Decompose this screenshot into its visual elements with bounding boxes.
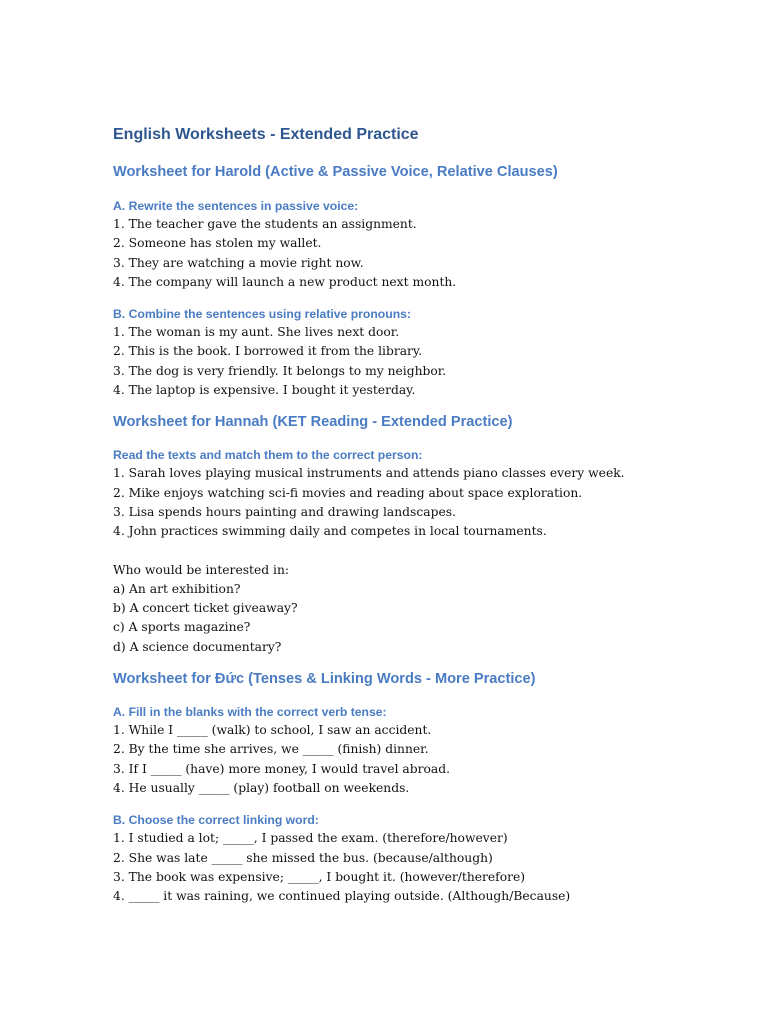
worksheet-heading-harold: Worksheet for Harold (Active & Passive Voice, Relative Clauses) bbox=[113, 164, 558, 180]
document-content bbox=[113, 124, 733, 906]
list-item: 2. Mike enjoys watching sci-fi movies and reading about space exploration. bbox=[113, 485, 583, 500]
list-item: 2. She was late _____ she missed the bus. (because/although) bbox=[113, 850, 493, 865]
list-item: 2. Someone has stolen my wallet. bbox=[113, 236, 322, 251]
option-item: c) A sports magazine? bbox=[113, 620, 251, 635]
list-item: 1. I studied a lot; _____, I passed the exam. (therefore/however) bbox=[113, 831, 508, 846]
worksheet-heading-hannah: Worksheet for Hannah (KET Reading - Extended Practice) bbox=[113, 414, 513, 431]
list-item: 4. He usually _____ (play) football on weekends. bbox=[113, 780, 410, 795]
exercise-list bbox=[113, 323, 733, 400]
list-item: 3. The book was expensive; _____, I bought it. (however/therefore) bbox=[113, 869, 526, 884]
list-item: 1. While I _____ (walk) to school, I saw an accident. bbox=[113, 723, 432, 738]
list-item: 3. The dog is very friendly. It belongs to my neighbor. bbox=[113, 363, 447, 378]
list-item: 2. This is the book. I borrowed it from the library. bbox=[113, 344, 423, 359]
question-prompt: Who would be interested in: bbox=[113, 562, 290, 577]
list-item: 3. Lisa spends hours painting and drawing landscapes. bbox=[113, 504, 456, 519]
list-item: 2. By the time she arrives, we _____ (finish) dinner. bbox=[113, 742, 429, 757]
list-item: 3. If I _____ (have) more money, I would travel abroad. bbox=[113, 761, 451, 776]
section-subheading: A. Fill in the blanks with the correct verb tense: bbox=[113, 705, 387, 720]
exercise-list bbox=[113, 721, 733, 798]
list-item: 1. The teacher gave the students an assignment. bbox=[113, 217, 417, 231]
option-item: a) An art exhibition? bbox=[113, 581, 241, 596]
exercise-list bbox=[113, 829, 733, 906]
exercise-list bbox=[113, 215, 733, 292]
option-item: b) A concert ticket giveaway? bbox=[113, 601, 298, 616]
list-item: 4. The company will launch a new product next month. bbox=[113, 274, 457, 289]
section-subheading: B. Choose the correct linking word: bbox=[113, 813, 319, 828]
list-item: 4. The laptop is expensive. I bought it yesterday. bbox=[113, 383, 416, 398]
list-item: 1. The woman is my aunt. She lives next door. bbox=[113, 325, 400, 340]
section-subheading: B. Combine the sentences using relative pronouns: bbox=[113, 307, 411, 322]
list-item: 4. _____ it was raining, we continued playing outside. (Although/Because) bbox=[113, 889, 571, 904]
list-item: 3. They are watching a movie right now. bbox=[113, 255, 364, 270]
list-item: 1. Sarah loves playing musical instruments and attends piano classes every week. bbox=[113, 466, 625, 481]
worksheet-heading-duc: Worksheet for Đức (Tenses & Linking Words - More Practice) bbox=[113, 671, 536, 688]
document-title: English Worksheets - Extended Practice bbox=[113, 126, 419, 143]
answer-options bbox=[113, 580, 733, 657]
reading-text-list bbox=[113, 464, 733, 541]
list-item: 4. John practices swimming daily and competes in local tournaments. bbox=[113, 524, 547, 539]
section-subheading: A. Rewrite the sentences in passive voice: bbox=[113, 199, 359, 213]
section-subheading: Read the texts and match them to the correct person: bbox=[113, 448, 423, 463]
option-item: d) A science documentary? bbox=[113, 639, 282, 654]
